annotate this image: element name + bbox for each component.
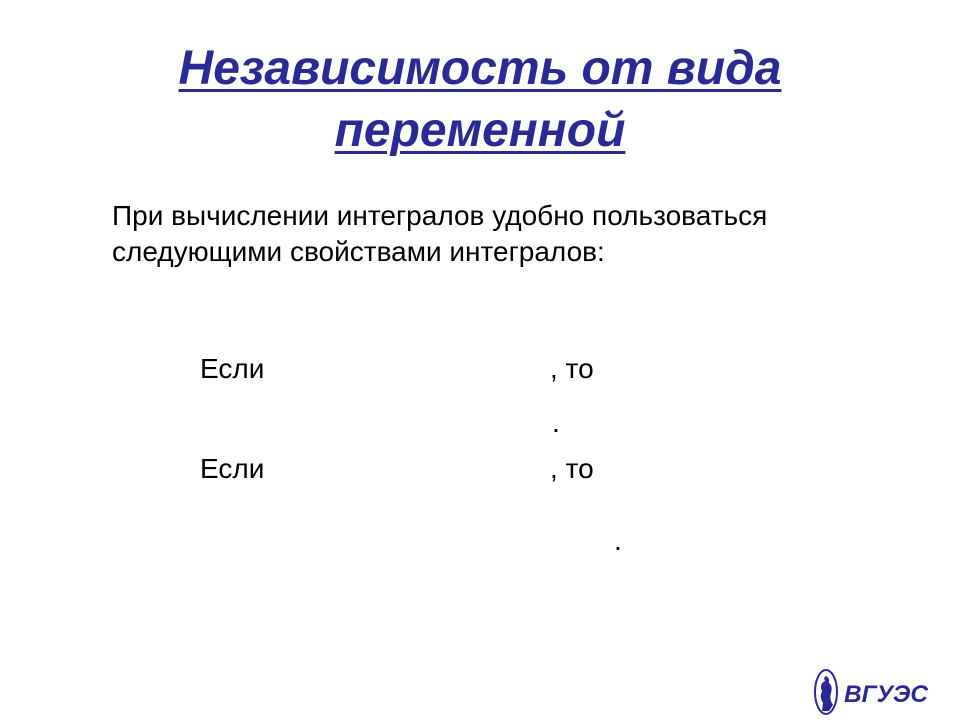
property-2-end: . (614, 525, 622, 556)
slide-title-line-2: переменной (334, 104, 626, 157)
property-1-if: Если (200, 353, 265, 384)
slide-title (0, 38, 960, 162)
logo-text: ВГУЭС (844, 681, 929, 708)
property-1-then: , то (550, 353, 594, 384)
university-logo (812, 666, 932, 716)
property-2-if: Если (200, 453, 265, 484)
intro-paragraph: При вычислении интегралов удобно пользоваться следующими свойствами интегралов: (112, 200, 768, 267)
statue-emblem-icon (812, 666, 932, 716)
property-2-then: , то (550, 453, 594, 484)
slide-title-line-1: Независимость от вида (178, 42, 782, 95)
property-1-end: . (552, 407, 560, 438)
